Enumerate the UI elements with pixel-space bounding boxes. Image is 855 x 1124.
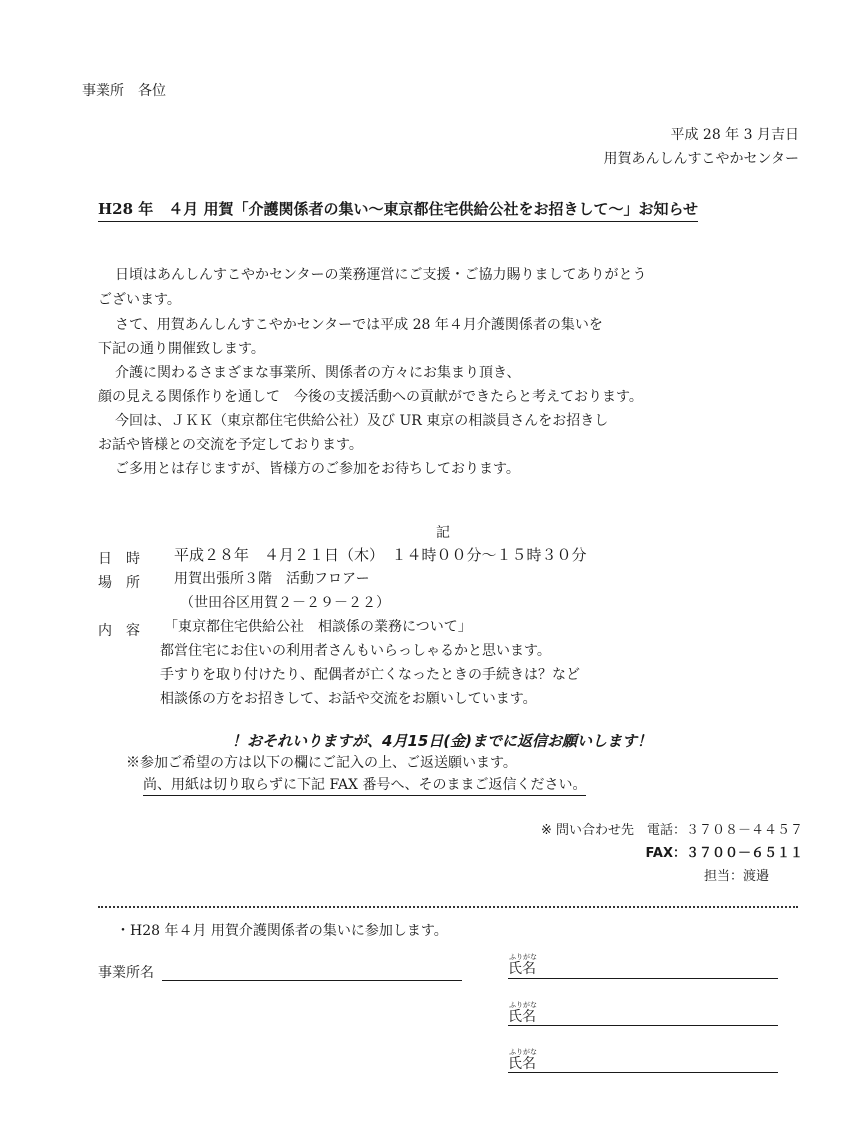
date: 平成 28 年 3 月吉日 bbox=[670, 127, 799, 143]
contact-phone: ※ 問い合わせ先 電話：３７０８－４４５７ bbox=[540, 823, 803, 838]
datetime-value: 平成２８年 ４月２１日（木） １４時００分～１５時３０分 bbox=[174, 546, 587, 564]
contact-fax: FAX：３７００－６５１１ bbox=[645, 846, 803, 861]
content-line: 手すりを取り付けたり、配偶者が亡くなったときの手続きは？など bbox=[160, 667, 580, 683]
document-title: H28 年 ４月 用賀「介護関係者の集い～東京都住宅供給公社をお招きして～」お知らせ bbox=[98, 198, 698, 222]
ki-heading: 記 bbox=[436, 525, 450, 541]
body-line: 今回は、ＪＫＫ（東京都住宅供給公社）及び UR 東京の相談員さんをお招きし bbox=[115, 413, 609, 429]
body-line: 介護に関わるさまざまな事業所、関係者の方々にお集まり頂き、 bbox=[115, 365, 521, 381]
furigana-label: ふりがな bbox=[509, 1001, 537, 1009]
form-statement: ・H28 年４月 用賀介護関係者の集いに参加します。 bbox=[116, 923, 448, 939]
name-field-3[interactable] bbox=[508, 1072, 778, 1073]
body-line: 顔の見える関係作りを通して 今後の支援活動への貢献ができたらと考えております。 bbox=[98, 389, 643, 405]
furigana-label: ふりがな bbox=[509, 953, 537, 961]
office-name-label: 事業所名 bbox=[98, 965, 154, 981]
notice-line: ※参加ご希望の方は以下の欄にご記入の上、ご返送願います。 bbox=[126, 755, 517, 771]
addressee: 事業所 各位 bbox=[82, 83, 166, 99]
place-label: 場 所 bbox=[98, 575, 140, 591]
body-line: 日頃はあんしんすこやかセンターの業務運営にご支援・ご協力賜りましてありがとう bbox=[115, 267, 647, 283]
body-line: さて、用賀あんしんすこやかセンターでは平成 28 年４月介護関係者の集いを bbox=[115, 317, 603, 333]
place-value: 用賀出張所３階 活動フロアー bbox=[174, 571, 370, 587]
furigana-label: ふりがな bbox=[509, 1048, 537, 1056]
reply-deadline-notice: ！おそれいりますが、4月15日(金)までに返信お願いします！ bbox=[232, 732, 653, 750]
name-field-2[interactable] bbox=[508, 1025, 778, 1026]
body-line: お話や皆様との交流を予定しております。 bbox=[98, 437, 363, 453]
office-name-field[interactable] bbox=[162, 980, 462, 981]
body-line: 下記の通り開催致します。 bbox=[98, 341, 265, 357]
place-address: （世田谷区用賀２－２９－２２） bbox=[180, 595, 390, 611]
name-field-1[interactable] bbox=[508, 978, 778, 979]
datetime-label: 日 時 bbox=[98, 551, 140, 567]
content-line: 「東京都住宅供給公社 相談係の業務について」 bbox=[164, 619, 472, 635]
notice-line-underlined: 尚、用紙は切り取らずに下記 FAX 番号へ、そのままご返信ください。 bbox=[143, 777, 586, 796]
body-line: ございます。 bbox=[98, 292, 181, 308]
name-label: 氏名 bbox=[508, 1009, 536, 1025]
name-label: 氏名 bbox=[508, 961, 536, 977]
content-label: 内 容 bbox=[98, 623, 140, 639]
content-line: 相談係の方をお招きして、お話や交流をお願いしています。 bbox=[160, 691, 537, 707]
content-line: 都営住宅にお住いの利用者さんもいらっしゃるかと思います。 bbox=[160, 643, 551, 659]
body-line: ご多用とは存じますが、皆様方のご参加をお待ちしております。 bbox=[115, 461, 520, 477]
cut-line bbox=[98, 906, 798, 908]
name-label: 氏名 bbox=[508, 1056, 536, 1072]
contact-person: 担当：渡邉 bbox=[703, 869, 769, 884]
sender: 用賀あんしんすこやかセンター bbox=[603, 151, 799, 167]
